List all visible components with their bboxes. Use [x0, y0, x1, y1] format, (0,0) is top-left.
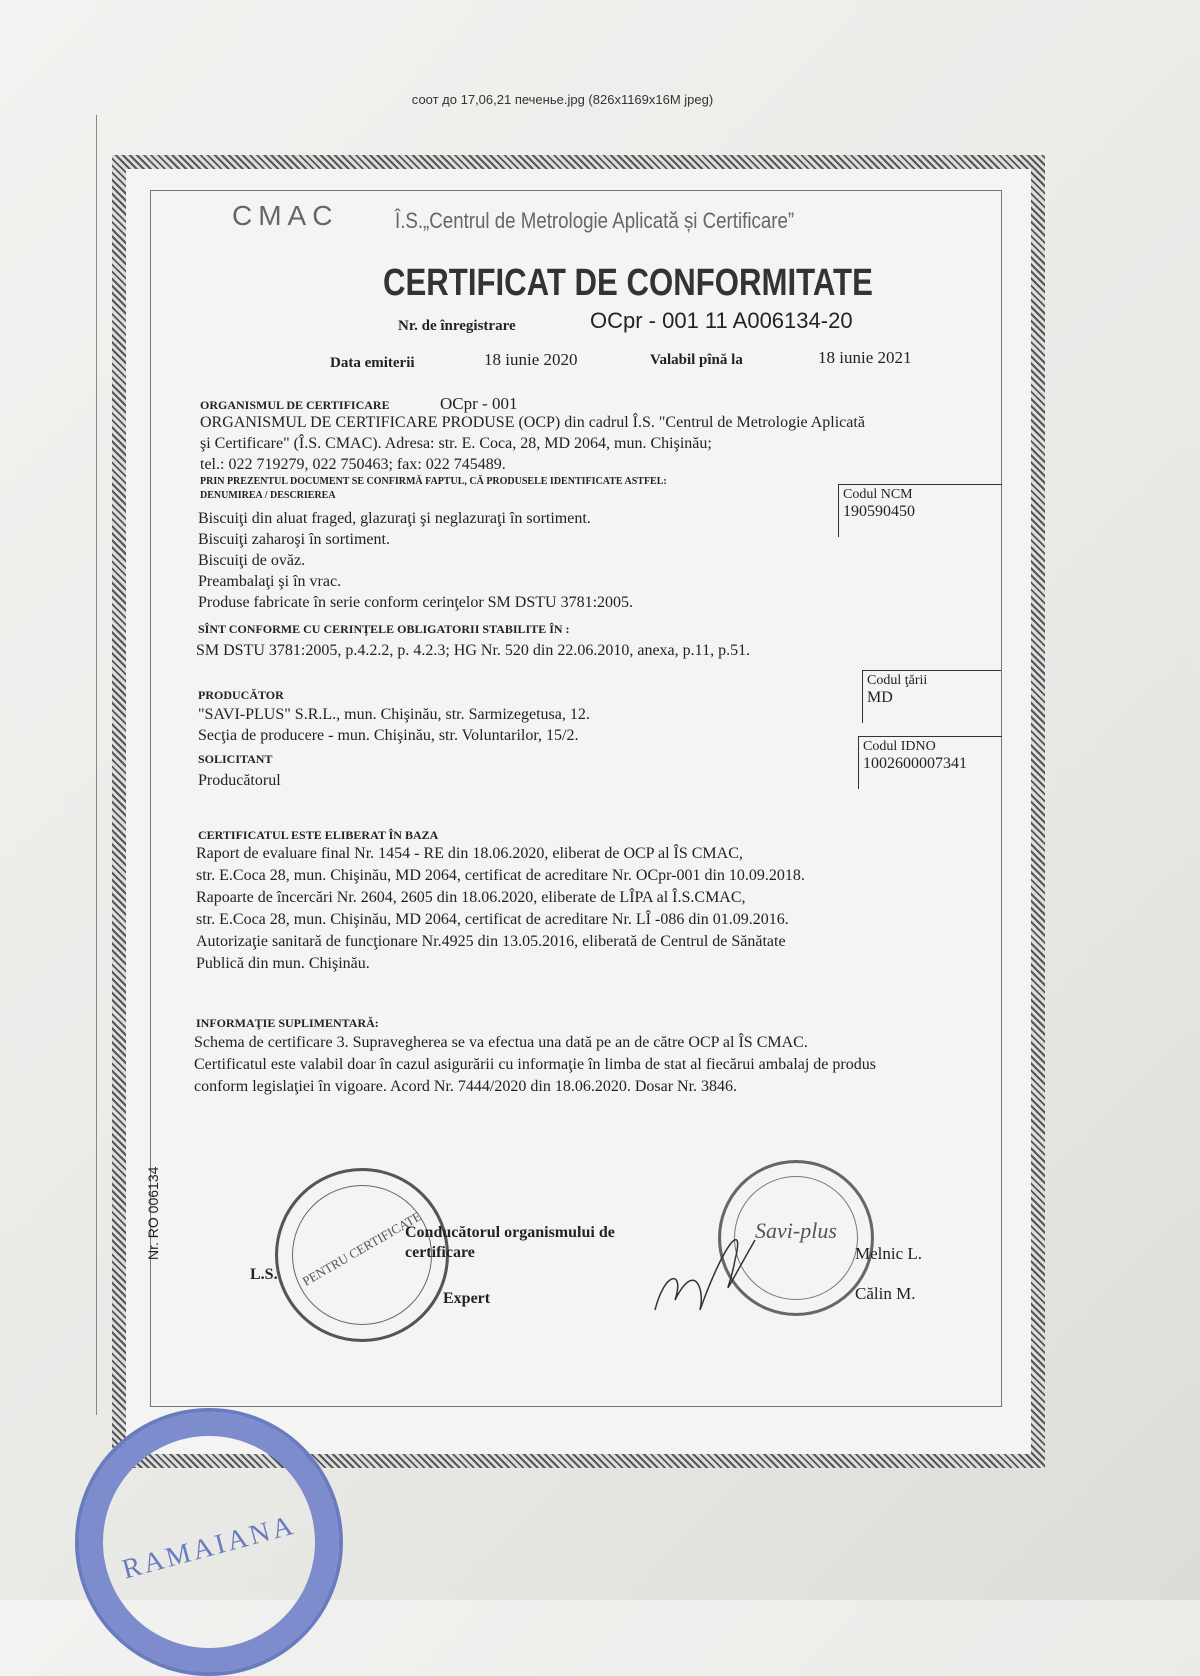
text-line: Certificatul este valabil doar în cazul asigurării cu informaţie în limba de stat al fiecărui ambalaj de produs: [194, 1056, 876, 1073]
idno-label: Codul IDNO: [863, 739, 936, 754]
head-name: Melnic L.: [855, 1244, 923, 1263]
cert-body-label: ORGANISMUL DE CERTIFICARE: [200, 398, 390, 412]
cert-body-text: [200, 412, 865, 475]
text-line: Biscuiţi de ovăz.: [198, 552, 306, 569]
country-code-box: [862, 670, 1001, 723]
text-line: Autorizaţie sanitară de funcţionare Nr.4925 din 13.05.2016, eliberată de Centrul de Sănătate: [196, 933, 786, 950]
text-line: Preambalaţi şi în vrac.: [198, 573, 342, 590]
text-line: str. E.Coca 28, mun. Chişinău, MD 2064, certificat de acreditare Nr. OCpr-001 din 10.09.2018.: [196, 867, 805, 884]
text-line: Biscuiţi din aluat fraged, glazuraţi şi neglazuraţi în sortiment.: [198, 510, 591, 527]
products-list: [198, 508, 633, 613]
country-label: Codul ţării: [867, 673, 928, 688]
idno-code-box: [858, 736, 1002, 789]
products-intro: PRIN PREZENTUL DOCUMENT SE CONFIRMĂ FAPTUL, CĂ PRODUSELE IDENTIFICATE ASTFEL:: [200, 476, 667, 487]
extra-label: INFORMAŢIE SUPLIMENTARĂ:: [196, 1016, 379, 1030]
extra-text: [194, 1032, 876, 1098]
text-line: conform legislaţiei în vigoare. Acord Nr. 7444/2020 din 18.06.2020. Dosar Nr. 3846.: [194, 1078, 738, 1095]
valid-label: Valabil pînă la: [650, 352, 743, 368]
text-line: Secţia de producere - mun. Chişinău, str. Voluntarilor, 15/2.: [198, 727, 579, 744]
idno-value: 1002600007341: [863, 755, 967, 772]
issue-date: 18 iunie 2020: [484, 350, 578, 369]
expert-name: Călin M.: [855, 1284, 916, 1303]
ncm-label: Codul NCM: [843, 487, 913, 502]
text-line: Produse fabricate în serie conform cerinţelor SM DSTU 3781:2005.: [198, 594, 634, 611]
ncm-value: 190590450: [843, 503, 915, 520]
basis-text: [196, 843, 805, 975]
organization-name: Î.S.„Centrul de Metrologie Aplicată și Certificare”: [395, 208, 795, 233]
cmac-logo: CMAC: [232, 200, 339, 231]
ramaiana-stamp: [75, 1408, 343, 1676]
divider: [96, 115, 97, 1415]
image-caption: соот до 17,06,21 печенье.jpg (826x1169x16M jpeg): [411, 92, 714, 107]
requirements-label: SÎNT CONFORME CU CERINŢELE OBLIGATORII STABILITE ÎN :: [198, 622, 570, 636]
text-line: str. E.Coca 28, mun. Chişinău, MD 2064, certificat de acreditare Nr. LÎ -086 din 01.09.2016.: [196, 911, 789, 928]
text-line: tel.: 022 719279, 022 750463; fax: 022 745489.: [200, 456, 506, 473]
ncm-code-box: [838, 484, 1002, 537]
serial-number: [145, 1167, 161, 1260]
applicant-label: SOLICITANT: [198, 752, 273, 766]
text-line: Biscuiţi zaharoşi în sortiment.: [198, 531, 390, 548]
applicant-value: Producătorul: [198, 772, 281, 789]
serial-text: Nr. RO 006134: [145, 1166, 161, 1260]
country-value: MD: [867, 689, 893, 706]
issue-label: Data emiterii: [330, 355, 415, 371]
producer-text: [198, 704, 590, 746]
stamp-text: PENTRU CERTIFICATE: [299, 1208, 424, 1289]
cert-body-code: OCpr - 001: [440, 394, 518, 413]
reg-label: Nr. de înregistrare: [398, 318, 516, 334]
valid-date: 18 iunie 2021: [818, 348, 912, 367]
stamp-text: RAMAIANA: [118, 1509, 299, 1586]
expert-label: Expert: [443, 1290, 491, 1307]
products-label: DENUMIREA / DESCRIEREA: [200, 490, 336, 501]
ls-label: L.S.: [250, 1266, 278, 1283]
text-line: ORGANISMUL DE CERTIFICARE PRODUSE (OCP) din cadrul Î.S. "Centrul de Metrologie Aplicată: [200, 414, 865, 431]
head-label: Conducătorul organismului de: [405, 1224, 615, 1241]
reg-number: OCpr - 001 11 A006134-20: [590, 308, 853, 333]
head-label-2: certificare: [405, 1244, 475, 1261]
text-line: Raport de evaluare final Nr. 1454 - RE din 18.06.2020, eliberat de OCP al ÎS CMAC,: [196, 845, 743, 862]
text-line: Schema de certificare 3. Supravegherea se va efectua una dată pe an de către OCP al ÎS CMAC.: [194, 1034, 808, 1051]
text-line: "SAVI-PLUS" S.R.L., mun. Chişinău, str. Sarmizegetusa, 12.: [198, 706, 590, 723]
text-line: şi Certificare" (Î.S. CMAC). Adresa: str. E. Coca, 28, MD 2064, mun. Chişinău;: [200, 435, 712, 452]
producer-label: PRODUCĂTOR: [198, 688, 284, 702]
basis-label: CERTIFICATUL ESTE ELIBERAT ÎN BAZA: [198, 828, 439, 842]
requirements-text: SM DSTU 3781:2005, p.4.2.2, p. 4.2.3; HG Nr. 520 din 22.06.2010, anexa, p.11, p.51.: [196, 642, 751, 659]
stamp-text: Savi-plus: [755, 1218, 837, 1243]
signature-icon: [645, 1200, 765, 1330]
text-line: Publică din mun. Chişinău.: [196, 955, 370, 972]
certificate-title: CERTIFICAT DE CONFORMITATE: [383, 262, 873, 304]
text-line: Rapoarte de încercări Nr. 2604, 2605 din 18.06.2020, eliberate de LÎPA al Î.S.CMAC,: [196, 889, 746, 906]
